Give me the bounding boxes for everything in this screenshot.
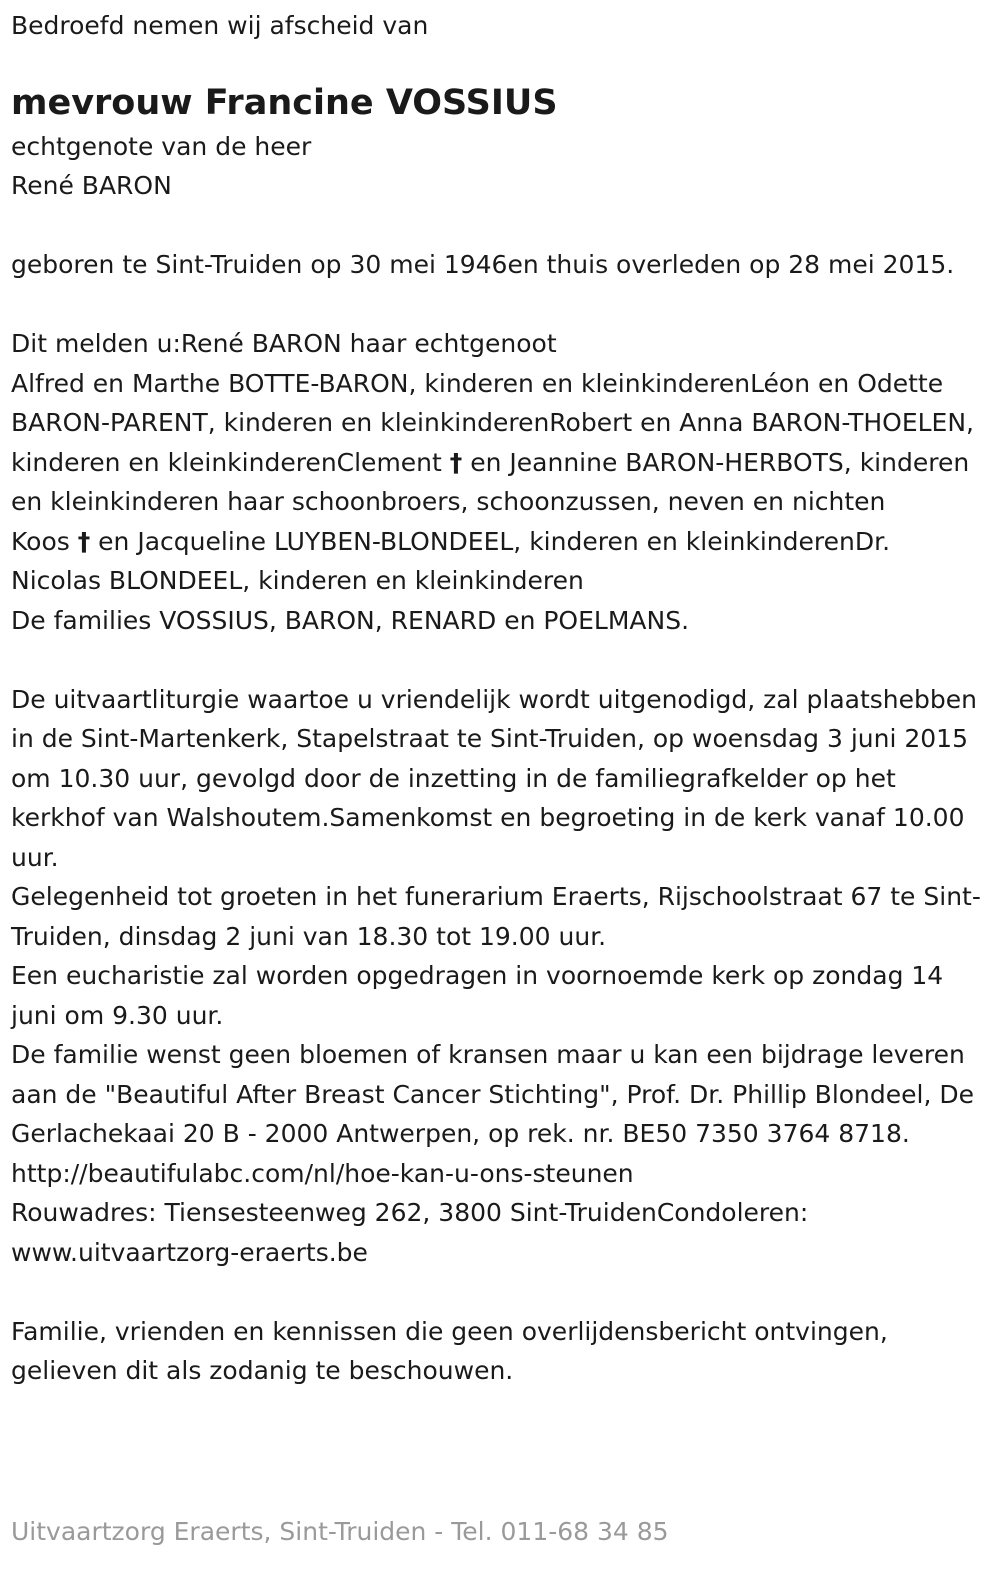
closing-text: Familie, vrienden en kennissen die geen overlijdensbericht ontvingen, gelieven dit als zodanig te beschouwen. — [11, 1316, 888, 1385]
mourner-families-part2: en Jeannine BARON-HERBOTS, kinderen en kleinkinderen haar schoonbroers, schoonzussen, neven en nichten — [11, 447, 970, 516]
ceremony-donation: De familie wenst geen bloemen of kransen maar u kan een bijdrage leveren aan de "Beautiful After Breast Cancer Stichting", Prof. Dr. Phillip Blondeel, De Gerlachekaai 20 B - 2000 Antwerpen, op rek. nr. BE50 7350 3764 8718. http://beautifulabc.com/nl/hoe-kan-u-ons-steunen — [11, 1040, 975, 1188]
deceased-name: mevrouw Francine VOSSIUS — [11, 82, 558, 123]
mourners-section — [11, 324, 986, 640]
ceremony-liturgy: De uitvaartliturgie waartoe u vriendelijk wordt uitgenodigd, zal plaatshebben in de Sint-Martenkerk, Stapelstraat te Sint-Truiden, op woensdag 3 juni 2015 om 10.30 uur, gevolgd door de inzetting in de familiegrafkelder op het kerkhof van Walshoutem.Samenkomst en begroeting in de kerk vanaf 10.00 uur. — [11, 684, 977, 872]
ceremony-section — [11, 680, 986, 1273]
mourner-families-list: De families VOSSIUS, BARON, RENARD en POELMANS. — [11, 605, 690, 635]
mourner-luyben-part1: Koos — [11, 526, 70, 556]
cross-icon: † — [77, 526, 91, 556]
obituary-text — [11, 0, 986, 1391]
mourner-luyben — [11, 522, 986, 601]
ceremony-address: Rouwadres: Tiensesteenweg 262, 3800 Sint-TruidenCondoleren: www.uitvaartzorg-eraerts.be — [11, 1198, 809, 1267]
ceremony-eucharist: Een eucharistie zal worden opgedragen in voornoemde kerk op zondag 14 juni om 9.30 uur. — [11, 961, 944, 1030]
spouse-line-1: echtgenote van de heer — [11, 131, 312, 161]
mourner-families-part1: Alfred en Marthe BOTTE-BARON, kinderen en kleinkinderenLéon en Odette BARON-PARENT, kinderen en kleinkinderenRobert en Anna BARON-THOELEN, kinderen en kleinkinderenClement — [11, 368, 974, 477]
ceremony-visitation: Gelegenheid tot groeten in het funerarium Eraerts, Rijschoolstraat 67 te Sint-Truiden, dinsdag 2 juni van 18.30 tot 19.00 uur. — [11, 882, 981, 951]
footer-text: Uitvaartzorg Eraerts, Sint-Truiden - Tel. 011-68 34 85 — [11, 1517, 669, 1546]
mourner-spouse: Dit melden u:René BARON haar echtgenoot — [11, 329, 557, 358]
mourner-luyben-part2: en Jacqueline LUYBEN-BLONDEEL, kinderen en kleinkinderenDr. Nicolas BLONDEEL, kinderen en kleinkinderen — [11, 526, 891, 595]
spouse-line-2: René BARON — [11, 171, 172, 200]
intro-text: Bedroefd nemen wij afscheid van — [11, 11, 429, 40]
cross-icon: † — [449, 447, 463, 477]
birth-death-text: geboren te Sint-Truiden op 30 mei 1946en thuis overleden op 28 mei 2015. — [11, 250, 955, 279]
mourner-families — [11, 364, 986, 522]
